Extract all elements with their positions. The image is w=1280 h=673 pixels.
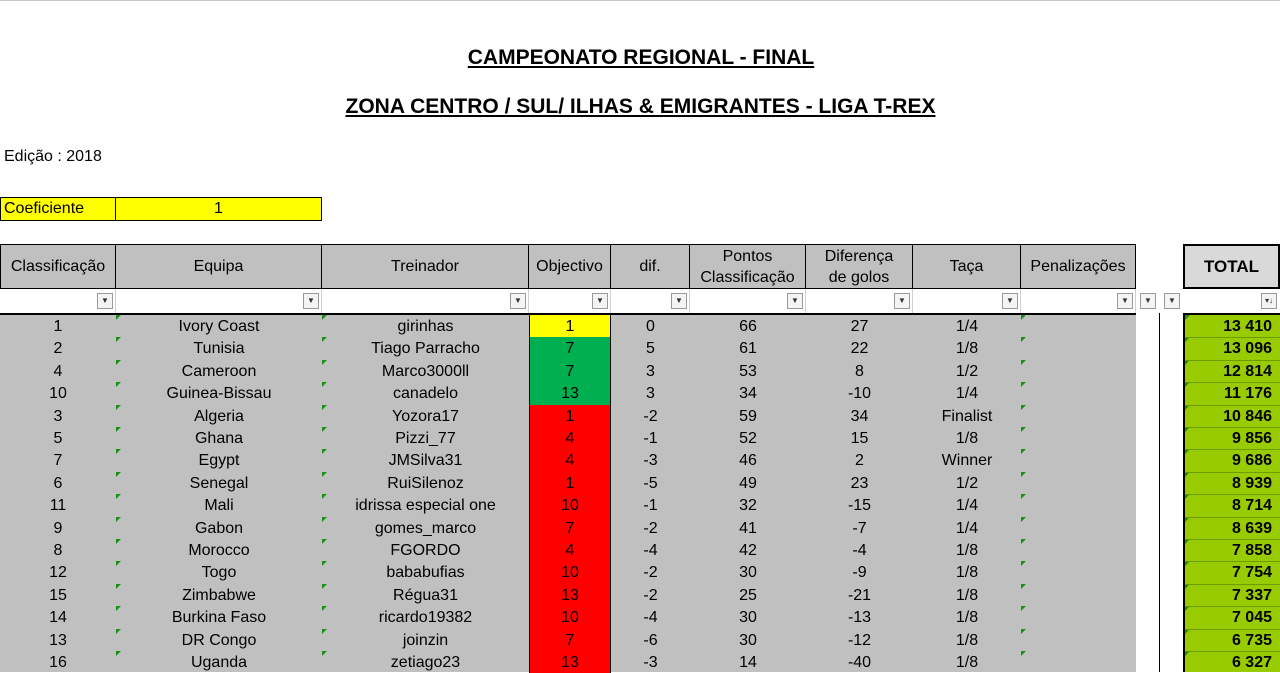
cell-taca[interactable]: 1/4 bbox=[955, 385, 979, 403]
table-row bbox=[0, 449, 1280, 471]
cell-taca[interactable]: 1/2 bbox=[955, 474, 979, 492]
cell-comment-marker bbox=[1185, 315, 1190, 320]
row-divider bbox=[1185, 606, 1280, 607]
cell-comment-marker bbox=[116, 517, 121, 522]
filter-dropdown-icon[interactable]: ▼ bbox=[592, 293, 608, 309]
row-divider bbox=[1185, 337, 1280, 338]
cell-penalizacoes[interactable] bbox=[1021, 315, 1136, 337]
cell-treinador[interactable]: bababufias bbox=[386, 564, 465, 582]
cell-diferenca[interactable]: -7 bbox=[852, 519, 867, 537]
cell-penalizacoes[interactable] bbox=[1021, 449, 1136, 471]
cell-total[interactable]: 13 410 bbox=[1223, 318, 1272, 335]
cell-diferenca[interactable]: 15 bbox=[850, 430, 869, 447]
cell-dif[interactable]: -2 bbox=[643, 586, 658, 604]
filter-dropdown-icon[interactable]: ▼ bbox=[894, 293, 910, 309]
header-classificacao[interactable]: Classificação bbox=[0, 244, 116, 289]
cell-comment-marker bbox=[322, 517, 327, 522]
cell-classificacao[interactable]: 13 bbox=[49, 631, 67, 649]
cell-equipa[interactable]: Tunisia bbox=[193, 340, 245, 358]
cell-diferenca[interactable]: 8 bbox=[855, 362, 864, 380]
cell-pontos[interactable]: 30 bbox=[739, 631, 757, 649]
filter-dropdown-icon[interactable]: ▼ bbox=[1002, 293, 1018, 309]
cell-treinador[interactable]: Régua31 bbox=[393, 586, 458, 604]
cell-total[interactable]: 9 856 bbox=[1231, 430, 1272, 447]
cell-penalizacoes[interactable] bbox=[1021, 517, 1136, 539]
cell-pontos[interactable]: 25 bbox=[739, 586, 757, 604]
cell-comment-marker bbox=[116, 494, 121, 499]
cell-comment-marker bbox=[322, 629, 327, 634]
cell-classificacao[interactable]: 6 bbox=[53, 474, 63, 492]
cell-diferenca[interactable]: -9 bbox=[852, 564, 867, 582]
cell-comment-marker bbox=[1021, 651, 1026, 656]
cell-pontos[interactable]: 41 bbox=[739, 519, 757, 537]
cell-total[interactable]: 8 939 bbox=[1231, 474, 1272, 492]
row-divider bbox=[1185, 382, 1280, 383]
cell-pontos[interactable]: 30 bbox=[739, 609, 757, 627]
cell-objectivo[interactable]: 13 bbox=[529, 651, 611, 673]
cell-dif[interactable]: -6 bbox=[643, 631, 658, 649]
filter-dropdown-icon[interactable]: ▼ bbox=[1164, 293, 1180, 309]
cell-dif[interactable]: -1 bbox=[643, 430, 658, 447]
cell-penalizacoes[interactable] bbox=[1021, 405, 1136, 427]
cell-objectivo[interactable]: 4 bbox=[529, 427, 611, 449]
cell-objectivo[interactable]: 4 bbox=[529, 539, 611, 561]
cell-comment-marker bbox=[1021, 606, 1026, 611]
cell-classificacao[interactable]: 8 bbox=[53, 542, 63, 559]
row-divider bbox=[1185, 472, 1280, 473]
page-subtitle: ZONA CENTRO / SUL/ ILHAS & EMIGRANTES - LIGA T-REX bbox=[345, 95, 936, 118]
cell-comment-marker bbox=[116, 561, 121, 566]
cell-objectivo[interactable]: 7 bbox=[529, 360, 611, 382]
cell-taca[interactable]: 1/8 bbox=[955, 340, 979, 358]
cell-comment-marker bbox=[116, 337, 121, 342]
cell-dif[interactable]: -5 bbox=[643, 474, 658, 492]
cell-equipa[interactable]: Gabon bbox=[194, 519, 244, 537]
cell-diferenca[interactable]: -4 bbox=[852, 542, 867, 559]
cell-treinador[interactable]: RuiSilenoz bbox=[387, 474, 464, 492]
header-total[interactable]: TOTAL bbox=[1183, 244, 1280, 289]
cell-objectivo[interactable]: 1 bbox=[529, 315, 611, 337]
cell-comment-marker bbox=[322, 382, 327, 387]
cell-pontos[interactable]: 61 bbox=[739, 340, 757, 358]
cell-comment-marker bbox=[116, 472, 121, 477]
cell-diferenca[interactable]: 34 bbox=[850, 407, 869, 425]
cell-equipa[interactable]: DR Congo bbox=[181, 631, 257, 649]
cell-comment-marker bbox=[1021, 405, 1026, 410]
cell-dif[interactable]: 0 bbox=[646, 318, 655, 335]
cell-treinador[interactable]: idrissa especial one bbox=[355, 497, 496, 515]
cell-treinador[interactable]: joinzin bbox=[402, 631, 449, 649]
cell-classificacao[interactable]: 9 bbox=[53, 519, 63, 537]
filter-dropdown-icon[interactable]: ▼ bbox=[1117, 293, 1133, 309]
cell-comment-marker bbox=[322, 405, 327, 410]
cell-comment-marker bbox=[1021, 629, 1026, 634]
cell-classificacao[interactable]: 12 bbox=[49, 564, 67, 582]
cell-dif[interactable]: -4 bbox=[643, 542, 658, 559]
cell-comment-marker bbox=[1021, 360, 1026, 365]
cell-diferenca[interactable]: 22 bbox=[850, 340, 869, 358]
cell-diferenca[interactable]: -12 bbox=[847, 631, 872, 649]
cell-taca[interactable]: Finalist bbox=[941, 407, 993, 425]
cell-objectivo[interactable]: 10 bbox=[529, 494, 611, 516]
cell-penalizacoes[interactable] bbox=[1021, 561, 1136, 583]
cell-comment-marker bbox=[322, 651, 327, 656]
cell-penalizacoes[interactable] bbox=[1021, 584, 1136, 606]
cell-comment-marker bbox=[322, 337, 327, 342]
cell-comment-marker bbox=[1021, 449, 1026, 454]
cell-diferenca[interactable]: -10 bbox=[847, 385, 872, 403]
cell-dif[interactable]: -3 bbox=[643, 452, 658, 470]
row-divider bbox=[1185, 360, 1280, 361]
cell-total[interactable]: 12 814 bbox=[1223, 362, 1272, 380]
cell-taca[interactable]: Winner bbox=[941, 452, 993, 470]
edition-label: Edição : 2018 bbox=[4, 148, 102, 165]
cell-comment-marker bbox=[1021, 561, 1026, 566]
cell-dif[interactable]: 5 bbox=[646, 340, 655, 358]
cell-equipa[interactable]: Togo bbox=[201, 564, 237, 582]
table-row bbox=[0, 360, 1280, 382]
cell-total[interactable]: 10 846 bbox=[1223, 407, 1272, 425]
sort-descending-icon[interactable]: ▾↓ bbox=[1261, 293, 1277, 309]
filter-dropdown-icon[interactable]: ▼ bbox=[97, 293, 113, 309]
cell-objectivo[interactable]: 10 bbox=[529, 606, 611, 628]
cell-comment-marker bbox=[1021, 315, 1026, 320]
cell-comment-marker bbox=[116, 584, 121, 589]
cell-equipa[interactable]: Egypt bbox=[198, 452, 240, 470]
header-diferenca[interactable]: Diferença de golos bbox=[805, 244, 913, 289]
cell-total[interactable]: 8 714 bbox=[1231, 497, 1272, 515]
row-divider bbox=[1185, 449, 1280, 450]
cell-equipa[interactable]: Algeria bbox=[194, 407, 244, 425]
cell-comment-marker bbox=[1021, 584, 1026, 589]
cell-comment-marker bbox=[116, 315, 121, 320]
row-divider bbox=[1185, 405, 1280, 406]
cell-taca[interactable]: 1/4 bbox=[955, 497, 979, 515]
row-divider bbox=[1185, 539, 1280, 540]
cell-treinador[interactable]: JMSilva31 bbox=[388, 452, 463, 470]
cell-objectivo[interactable]: 7 bbox=[529, 517, 611, 539]
cell-pontos[interactable]: 30 bbox=[739, 564, 757, 582]
cell-equipa[interactable]: Uganda bbox=[190, 654, 248, 671]
header-dif[interactable]: dif. bbox=[610, 244, 690, 289]
cell-classificacao[interactable]: 14 bbox=[49, 609, 67, 627]
cell-classificacao[interactable]: 4 bbox=[53, 362, 63, 380]
cell-pontos[interactable]: 49 bbox=[739, 474, 757, 492]
cell-taca[interactable]: 1/2 bbox=[955, 362, 979, 380]
cell-comment-marker bbox=[322, 427, 327, 432]
cell-comment-marker bbox=[116, 606, 121, 611]
table-row bbox=[0, 405, 1280, 427]
row-divider bbox=[1185, 427, 1280, 428]
cell-comment-marker bbox=[1021, 494, 1026, 499]
cell-total[interactable]: 7 754 bbox=[1231, 564, 1272, 582]
cell-diferenca[interactable]: 27 bbox=[850, 318, 869, 335]
cell-objectivo[interactable]: 1 bbox=[529, 472, 611, 494]
cell-penalizacoes[interactable] bbox=[1021, 494, 1136, 516]
header-penalizacoes[interactable]: Penalizações bbox=[1020, 244, 1136, 289]
cell-objectivo[interactable]: 10 bbox=[529, 561, 611, 583]
cell-total[interactable]: 11 176 bbox=[1223, 385, 1272, 403]
row-divider bbox=[1185, 651, 1280, 652]
cell-comment-marker bbox=[116, 651, 121, 656]
cell-diferenca[interactable]: -13 bbox=[847, 609, 872, 627]
cell-treinador[interactable]: Pizzi_77 bbox=[395, 430, 456, 447]
cell-diferenca[interactable]: -40 bbox=[847, 654, 872, 671]
coefficient-label: Coeficiente bbox=[4, 200, 85, 217]
row-divider bbox=[1185, 629, 1280, 630]
cell-objectivo[interactable]: 1 bbox=[529, 405, 611, 427]
cell-dif[interactable]: -3 bbox=[643, 654, 658, 671]
cell-equipa[interactable]: Zimbabwe bbox=[182, 586, 256, 604]
cell-comment-marker bbox=[322, 494, 327, 499]
cell-comment-marker bbox=[322, 584, 327, 589]
table-row bbox=[0, 606, 1280, 628]
table-row bbox=[0, 539, 1280, 561]
cell-objectivo[interactable]: 13 bbox=[529, 584, 611, 606]
table-row bbox=[0, 651, 1280, 673]
cell-comment-marker bbox=[322, 449, 327, 454]
cell-taca[interactable]: 1/8 bbox=[955, 564, 979, 582]
cell-dif[interactable]: 3 bbox=[646, 362, 655, 380]
filter-dropdown-icon[interactable]: ▼ bbox=[787, 293, 803, 309]
cell-taca[interactable]: 1/8 bbox=[955, 542, 979, 559]
header-equipa[interactable]: Equipa bbox=[115, 244, 322, 289]
cell-pontos[interactable]: 42 bbox=[739, 542, 757, 559]
cell-objectivo[interactable]: 13 bbox=[529, 382, 611, 404]
cell-treinador[interactable]: FGORDO bbox=[390, 542, 461, 559]
cell-comment-marker bbox=[116, 360, 121, 365]
cell-comment-marker bbox=[1021, 427, 1026, 432]
cell-taca[interactable]: 1/8 bbox=[955, 586, 979, 604]
cell-pontos[interactable]: 66 bbox=[739, 318, 757, 335]
cell-equipa[interactable]: Ivory Coast bbox=[178, 318, 260, 335]
cell-pontos[interactable]: 52 bbox=[739, 430, 757, 447]
cell-comment-marker bbox=[1021, 539, 1026, 544]
cell-penalizacoes[interactable] bbox=[1021, 337, 1136, 359]
cell-treinador[interactable]: girinhas bbox=[397, 318, 454, 335]
table-row bbox=[0, 427, 1280, 449]
cell-total[interactable]: 7 337 bbox=[1231, 586, 1272, 604]
cell-classificacao[interactable]: 3 bbox=[53, 407, 63, 425]
cell-taca[interactable]: 1/4 bbox=[955, 519, 979, 537]
cell-total[interactable]: 8 639 bbox=[1231, 519, 1272, 537]
cell-dif[interactable]: -2 bbox=[643, 564, 658, 582]
cell-comment-marker bbox=[1021, 337, 1026, 342]
cell-diferenca[interactable]: 23 bbox=[850, 474, 869, 492]
header-treinador[interactable]: Treinador bbox=[321, 244, 529, 289]
cell-treinador[interactable]: zetiago23 bbox=[390, 654, 461, 671]
cell-comment-marker bbox=[116, 629, 121, 634]
cell-dif[interactable]: 3 bbox=[646, 385, 655, 403]
cell-comment-marker bbox=[322, 472, 327, 477]
cell-classificacao[interactable]: 5 bbox=[53, 430, 63, 447]
filter-dropdown-icon[interactable]: ▼ bbox=[303, 293, 319, 309]
cell-equipa[interactable]: Cameroon bbox=[181, 362, 257, 380]
cell-classificacao[interactable]: 1 bbox=[53, 318, 63, 335]
row-divider bbox=[1185, 517, 1280, 518]
table-row bbox=[0, 494, 1280, 516]
cell-pontos[interactable]: 34 bbox=[739, 385, 757, 403]
table-row bbox=[0, 315, 1280, 337]
row-divider bbox=[1185, 494, 1280, 495]
header-taca[interactable]: Taça bbox=[912, 244, 1021, 289]
cell-pontos[interactable]: 32 bbox=[739, 497, 757, 515]
page-title: CAMPEONATO REGIONAL - FINAL bbox=[467, 46, 815, 69]
cell-comment-marker bbox=[116, 427, 121, 432]
header-pontos[interactable]: Pontos Classificação bbox=[689, 244, 806, 289]
cell-classificacao[interactable]: 7 bbox=[53, 452, 63, 470]
filter-cell bbox=[322, 289, 529, 313]
coefficient-box bbox=[0, 197, 322, 221]
cell-penalizacoes[interactable] bbox=[1021, 472, 1136, 494]
cell-classificacao[interactable]: 16 bbox=[49, 654, 67, 671]
cell-total[interactable]: 6 327 bbox=[1231, 654, 1272, 671]
filter-dropdown-icon[interactable]: ▼ bbox=[1140, 293, 1156, 309]
cell-pontos[interactable]: 14 bbox=[739, 654, 757, 671]
cell-comment-marker bbox=[322, 315, 327, 320]
cell-comment-marker bbox=[322, 606, 327, 611]
cell-equipa[interactable]: Guinea-Bissau bbox=[166, 385, 272, 403]
cell-objectivo[interactable]: 4 bbox=[529, 449, 611, 471]
cell-pontos[interactable]: 59 bbox=[739, 407, 757, 425]
cell-comment-marker bbox=[116, 539, 121, 544]
cell-treinador[interactable]: Marco3000ll bbox=[381, 362, 470, 380]
cell-diferenca[interactable]: -21 bbox=[847, 586, 872, 604]
cell-treinador[interactable]: ricardo19382 bbox=[378, 609, 473, 627]
cell-equipa[interactable]: Senegal bbox=[189, 474, 249, 492]
cell-penalizacoes[interactable] bbox=[1021, 651, 1136, 673]
table-row bbox=[0, 382, 1280, 404]
cell-taca[interactable]: 1/8 bbox=[955, 631, 979, 649]
cell-total[interactable]: 7 858 bbox=[1231, 542, 1272, 559]
cell-treinador[interactable]: Tiago Parracho bbox=[371, 340, 480, 358]
filter-dropdown-icon[interactable]: ▼ bbox=[510, 293, 526, 309]
cell-total[interactable]: 7 045 bbox=[1231, 609, 1272, 627]
cell-total[interactable]: 9 686 bbox=[1231, 452, 1272, 470]
cell-comment-marker bbox=[1021, 517, 1026, 522]
cell-penalizacoes[interactable] bbox=[1021, 360, 1136, 382]
cell-penalizacoes[interactable] bbox=[1021, 606, 1136, 628]
cell-objectivo[interactable]: 7 bbox=[529, 337, 611, 359]
table-row bbox=[0, 584, 1280, 606]
table-row bbox=[0, 629, 1280, 651]
table-row bbox=[0, 472, 1280, 494]
cell-penalizacoes[interactable] bbox=[1021, 539, 1136, 561]
cell-equipa[interactable]: Ghana bbox=[194, 430, 244, 447]
cell-taca[interactable]: 1/8 bbox=[955, 654, 979, 671]
cell-dif[interactable]: -2 bbox=[643, 519, 658, 537]
cell-classificacao[interactable]: 15 bbox=[49, 586, 67, 604]
cell-taca[interactable]: 1/8 bbox=[955, 430, 979, 447]
cell-total[interactable]: 6 735 bbox=[1231, 631, 1272, 649]
cell-total[interactable]: 13 096 bbox=[1223, 340, 1272, 358]
cell-comment-marker bbox=[322, 360, 327, 365]
filter-cell bbox=[116, 289, 322, 313]
cell-equipa[interactable]: Morocco bbox=[188, 542, 250, 559]
cell-classificacao[interactable]: 10 bbox=[49, 385, 67, 403]
cell-diferenca[interactable]: 2 bbox=[855, 452, 864, 470]
cell-taca[interactable]: 1/8 bbox=[955, 609, 979, 627]
cell-dif[interactable]: -1 bbox=[643, 497, 658, 515]
cell-classificacao[interactable]: 2 bbox=[53, 340, 63, 358]
cell-comment-marker bbox=[322, 561, 327, 566]
filter-dropdown-icon[interactable]: ▼ bbox=[671, 293, 687, 309]
cell-objectivo[interactable]: 7 bbox=[529, 629, 611, 651]
cell-equipa[interactable]: Mali bbox=[204, 497, 234, 515]
cell-penalizacoes[interactable] bbox=[1021, 629, 1136, 651]
window-top-border bbox=[0, 0, 1280, 1]
cell-dif[interactable]: -2 bbox=[643, 407, 658, 425]
cell-treinador[interactable]: gomes_marco bbox=[374, 519, 477, 537]
header-objectivo[interactable]: Objectivo bbox=[528, 244, 611, 289]
cell-pontos[interactable]: 46 bbox=[739, 452, 757, 470]
row-divider bbox=[1185, 584, 1280, 585]
row-divider bbox=[1185, 561, 1280, 562]
cell-comment-marker bbox=[116, 382, 121, 387]
cell-taca[interactable]: 1/4 bbox=[955, 318, 979, 335]
table-row bbox=[0, 337, 1280, 359]
cell-comment-marker bbox=[1021, 472, 1026, 477]
cell-penalizacoes[interactable] bbox=[1021, 382, 1136, 404]
table-row bbox=[0, 517, 1280, 539]
cell-comment-marker bbox=[1021, 382, 1026, 387]
cell-dif[interactable]: -4 bbox=[643, 609, 658, 627]
table-row bbox=[0, 561, 1280, 583]
cell-comment-marker bbox=[116, 449, 121, 454]
coefficient-value[interactable]: 1 bbox=[214, 200, 223, 217]
cell-equipa[interactable]: Burkina Faso bbox=[171, 609, 267, 627]
cell-classificacao[interactable]: 11 bbox=[49, 497, 67, 515]
cell-penalizacoes[interactable] bbox=[1021, 427, 1136, 449]
cell-diferenca[interactable]: -15 bbox=[847, 497, 872, 515]
cell-treinador[interactable]: Yozora17 bbox=[391, 407, 460, 425]
cell-comment-marker bbox=[116, 405, 121, 410]
cell-pontos[interactable]: 53 bbox=[739, 362, 757, 380]
cell-treinador[interactable]: canadelo bbox=[393, 385, 458, 403]
cell-comment-marker bbox=[322, 539, 327, 544]
